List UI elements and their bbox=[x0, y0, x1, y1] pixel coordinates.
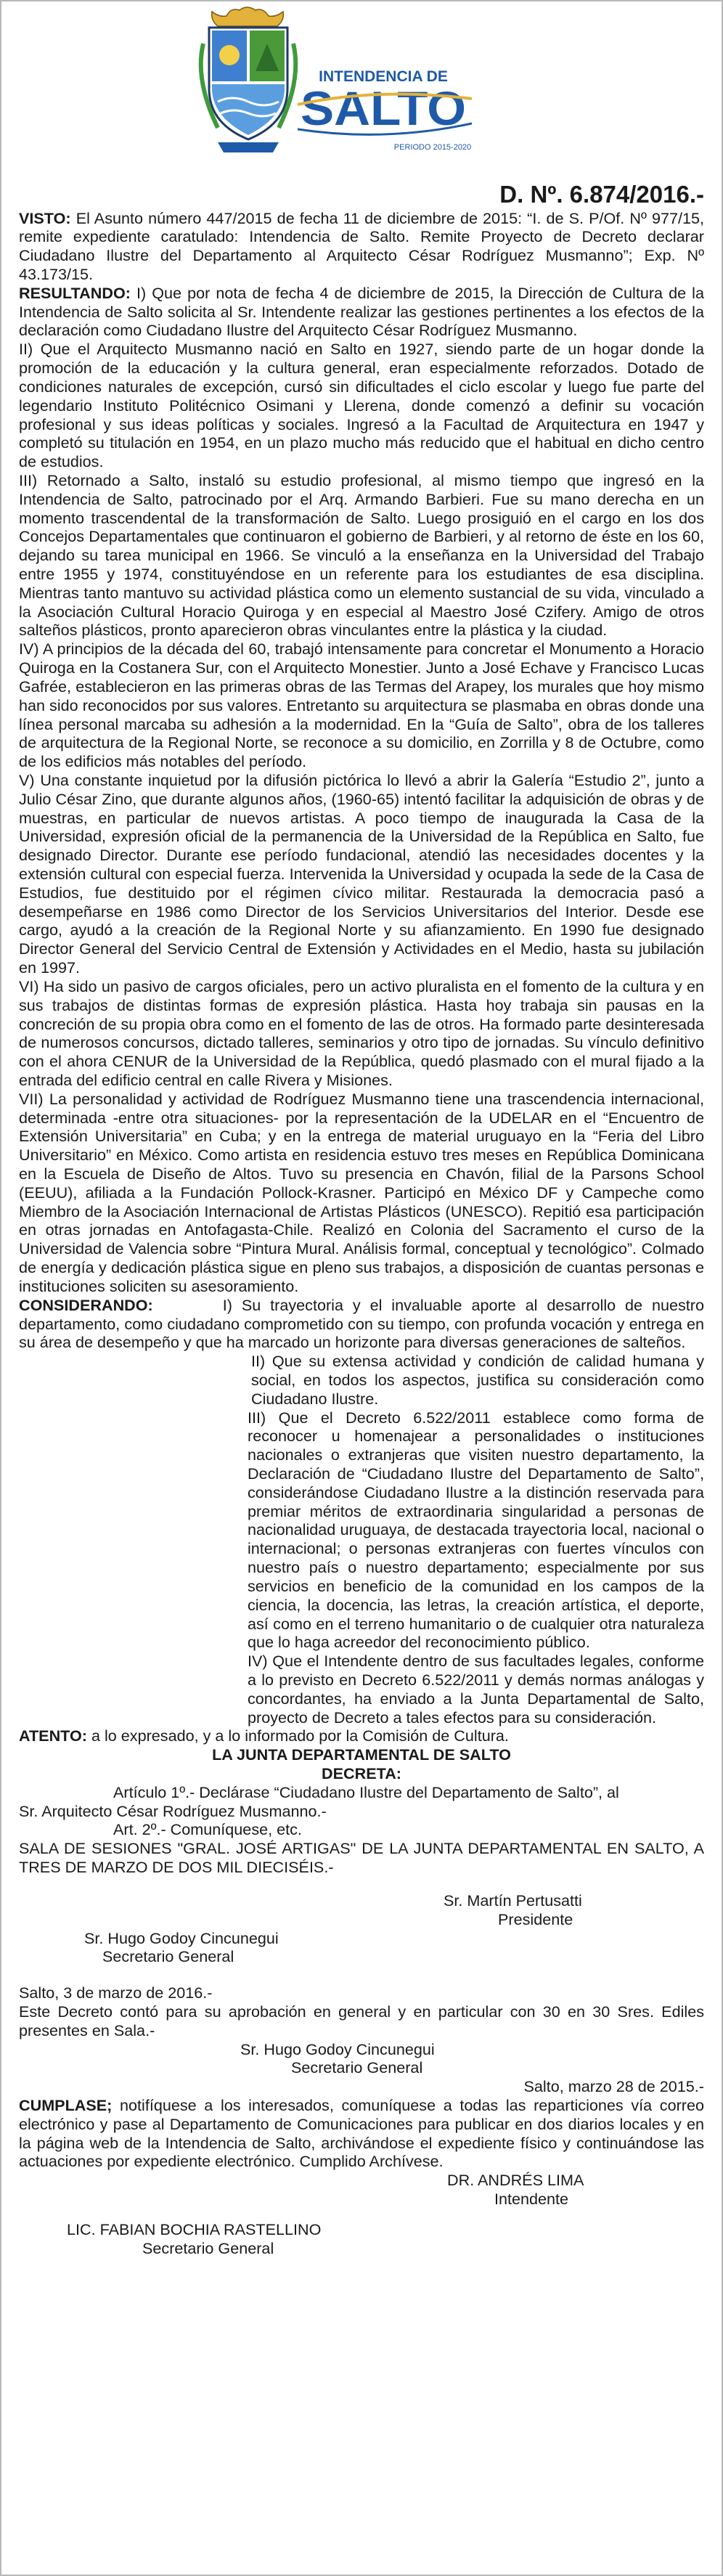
considerando-label: CONSIDERANDO: bbox=[19, 1295, 153, 1314]
article-2: Art. 2º.- Comuníquese, etc. bbox=[113, 1820, 302, 1839]
atento-text: a lo expresado, y a lo informado por la Comisión de Cultura. bbox=[86, 1727, 509, 1745]
brand-main: SALTO bbox=[301, 81, 466, 135]
decreta-title: DECRETA: bbox=[322, 1764, 401, 1783]
considerando-fourth: IV) Que el Intendente dentro de sus facultades legales, conforme a lo previsto en Decreto 6.522/2011 y demás normas análogas y concordantes, ha enviado a la Junta Departamental de Salto, proyecto de Decreto a tales efectos para su consideración. bbox=[248, 1652, 704, 1727]
signature-role: Secretario General bbox=[102, 1947, 234, 1966]
considerando-paragraph bbox=[19, 1296, 704, 1352]
article-1-first: Artículo 1º.- Declárase “Ciudadano Ilustre del Departamento de Salto”, al bbox=[113, 1782, 619, 1801]
signature-name: LIC. FABIAN BOCHIA RASTELLINO bbox=[67, 2220, 322, 2238]
considerando-first: I) Su trayectoria y el invaluable aporte al desarrollo de nuestro departamento, como ciudadano comprometido con su tiempo, con profunda vocación y entrega en su área de desempeño y que ha marcado un horizonte para diversas generaciones de salteños. bbox=[19, 1295, 704, 1352]
sala-sesiones: SALA DE SESIONES "GRAL. JOSÉ ARTIGAS" DE LA JUNTA DEPARTAMENTAL EN SALTO, A TRES DE MARZO DE DOS MIL DIECISÉIS.- bbox=[19, 1839, 704, 1877]
atento-paragraph bbox=[19, 1727, 704, 1745]
intendencia-logo bbox=[0, 0, 723, 167]
atento-label: ATENTO: bbox=[19, 1727, 87, 1745]
salto-date: Salto, 3 de marzo de 2016.- bbox=[19, 1984, 213, 2002]
resultando-item: VII) La personalidad y actividad de Rodríguez Musmanno tiene una trascendencia internacional, determinada -entre otra situaciones- por la representación de la UDELAR en el “Encuentro de Extensión Universitaria” en Cuba; y en la entrega de material uruguayo en la “Feria del Libro Universitario” en México. Como artista en residencia estuvo tres meses en República Dominicana en la Escuela de Diseño de Altos. Tuvo su presencia en Chavón, filial de la Parsons School (EEUU), afiliada a la Fundación Pollock-Krasner. Participó en México DF y Campeche como Miembro de la Asociación Internacional de Artistas Plásticos (UNESCO). Repitió esa participación en otras jornadas en Antofagasta-Chile. Realizó en Colonia del Sacramento el curso de la Universidad de Valencia sobre “Pintura Mural. Análisis formal, conceptual y tecnológico”. Colmado de energía y dedicación plástica sigue en pleno sus trabajos, a disposición de cuantas personas e instituciones soliciten su asesoramiento. bbox=[19, 1089, 704, 1295]
coat-of-arms-icon bbox=[201, 7, 296, 152]
decree-document bbox=[19, 180, 704, 2561]
signature-role: Presidente bbox=[498, 1909, 573, 1928]
article-1-rest: Sr. Arquitecto César Rodríguez Musmanno.- bbox=[19, 1801, 327, 1820]
visto-paragraph bbox=[19, 209, 704, 284]
brand-top: INTENDENCIA DE bbox=[319, 68, 448, 85]
considerando-second: II) Que su extensa actividad y condición de calidad humana y social, en todos los aspectos, justifica su consideración como Ciudadano Ilustre. bbox=[251, 1352, 704, 1408]
resultando-item: IV) A principios de la década del 60, trabajó intensamente para concretar el Monumento a Horacio Quiroga en la Costanera Sur, con el Arquitecto Monestier. Junto a José Echave y Francisco Lucas Gafrée, establecieron en las primeras obras de las Termas del Arapey, los murales que hoy mismo han sido reconocidos por sus valores. Entretanto su arquitectura se plasmaba en obras donde una línea personal marcaba su adhesión a la modernidad. En la “Guía de Salto”, obra de los talleres de arquitectura de la Regional Norte, se reconoce a su domicilio, en Zorrilla y 8 de Octubre, como de los edificios más notables del período. bbox=[19, 640, 704, 771]
header bbox=[0, 0, 723, 167]
cumplase-label: CUMPLASE; bbox=[19, 2096, 113, 2115]
signature-name: Sr. Hugo Godoy Cincunegui bbox=[240, 2039, 435, 2058]
cumplase-text: notifíquese a los interesados, comuníquese a todas las reparticiones vía correo electrónico y pase al Departamento de Comunicaciones para publicar en dos diarios locales y en la página web de la Intendencia de Salto, archivándose el expediente físico y continuándose las actuaciones por expediente electrónico. Cumplido Archívese. bbox=[19, 2096, 704, 2171]
resultando-item: V) Una constante inquietud por la difusión pictórica lo llevó a abrir la Galería “Estudio 2”, junto a Julio César Zino, que durante algunos años, (1960-65) intentó facilitar la adquisición de obras y de muestras, en particular de nuevos artistas. A poco tiempo de inaugurada la Casa de la Universidad, expresión oficial de la permanencia de la Universidad de la República en Salto, fue designado Director. Durante ese período fundacional, atendió las necesidades docentes y la extensión cultural con especial fuerza. Intervenida la Universidad y ocupada la sede de la Casa de Estudios, fue destituido por el régimen cívico militar. Restaurada la democracia pasó a desempeñarse en 1986 como Director de los Servicios Universitarios del Interior. Desde ese cargo, ayudó a la creación de la Regional Norte y su afianzamiento. En 1990 fue designado Director General del Servicio Central de Extensión y Actividades en el Medio, hasta su jubilación en 1997. bbox=[19, 770, 704, 977]
article-1 bbox=[19, 1783, 704, 1821]
resultando-label: RESULTANDO: bbox=[19, 283, 131, 302]
considerando-third: III) Que el Decreto 6.522/2011 establece como forma de reconocer u homenajear a personalidades o instituciones nacionales o extranjeras que visiten nuestro departamento, la Declaración de “Ciudadano Ilustre del Departamento de Salto”, considerándose Ciudadano Ilustre a la distinción reservada para premiar méritos de extraordinaria singularidad a personas de nacionalidad uruguaya, de destacada trayectoria local, nacional o internacional; o personas extranjeras con fuertes vínculos con nuestro país o nuestro departamento; especialmente por sus servicios en beneficio de la comunidad en los campos de la ciencia, la docencia, las letras, la creación artística, el deporte, así como en el terreno humanitario o de cualquier otra naturaleza que lo haga acreedor del reconocimiento público. bbox=[248, 1408, 704, 1652]
cumplase-paragraph bbox=[19, 2096, 704, 2171]
resultando-first: I) Que por nota de fecha 4 de diciembre de 2015, la Dirección de Cultura de la Intendencia de Salto solicita al Sr. Intendente realizar las gestiones pertinentes a los efectos de la declaración como Ciudadano Ilustre del Arquitecto César Rodríguez Musmanno. bbox=[19, 283, 704, 340]
signature-role: Intendente bbox=[494, 2190, 569, 2209]
resultando-paragraph bbox=[19, 284, 704, 340]
signature-name: DR. ANDRÉS LIMA bbox=[447, 2171, 584, 2190]
visto-label: VISTO: bbox=[19, 208, 71, 227]
brand-period: PERIODO 2015-2020 bbox=[393, 143, 472, 152]
visto-text: El Asunto número 447/2015 de fecha 11 de diciembre de 2015: “I. de S. P/Of. Nº 977/15, remite expediente caratulado: Intendencia de Salto. Remite Proyecto de Decreto declarar Ciudadano Ilustre del Departamento al Arquitecto César Rodríguez Musmanno”; Exp. Nº 43.173/15. bbox=[19, 208, 704, 284]
signature-name: Sr. Hugo Godoy Cincunegui bbox=[84, 1928, 279, 1947]
signature-role: Secretario General bbox=[291, 2058, 423, 2077]
resultando-item: III) Retornado a Salto, instaló su estudio profesional, al mismo tiempo que ingresó en la Intendencia de Salto, patrocinado por el Arq. Armando Barbieri. Fue su mano derecha en un momento trascendental de la transformación de Salto. Luego prosiguió en el cargo en los dos Concejos Departamentales que continuaron el gobierno de Barbieri, y al retorno de éste en los 60, dejando su tarea municipal en 1966. Se vinculó a la enseñanza en la Universidad del Trabajo entre 1955 y 1974, constituyéndose en un referente para los estudiantes de esa disciplina. Mientras tanto mantuvo su actividad plástica como un elemento sustancial de su vida, vinculado a la Asociación Cultural Horacio Quiroga y en especial al Maestro José Czifery. Amigo de otros salteños plásticos, pronto aparecieron obras vinculantes entre la plástica y la ciudad. bbox=[19, 470, 704, 640]
signature-role: Secretario General bbox=[142, 2238, 274, 2257]
decree-number: D. Nº. 6.874/2016.- bbox=[499, 181, 704, 208]
resultando-item: VI) Ha sido un pasivo de cargos oficiales, pero un activo pluralista en el fomento de la cultura y en sus trabajos de distintas formas de expresión plástica. Hasta hoy trabaja sin pausas en la concreción de su propia obra como en el fomento de las de otros. Ha formado parte desinteresada de numerosos concursos, dictado talleres, seminarios y otro tipo de jornadas. Su vínculo definitivo con el ahora CENUR de la Universidad de la República, quedó plasmado con el mural fijado a la entrada del edificio central en calle Rivera y Misiones. bbox=[19, 977, 704, 1089]
signature-name: Sr. Martín Pertusatti bbox=[444, 1891, 582, 1909]
vote-text: Este Decreto contó para su aprobación en general y en particular con 30 en 30 Sres. Ediles presentes en Sala.- bbox=[19, 2002, 704, 2039]
resultando-item: II) Que el Arquitecto Musmanno nació en Salto en 1927, siendo parte de un hogar donde la promoción de la educación y la cultura general, eran especialmente reforzados. Dotado de condiciones naturales de excepción, cursó sin dificultades el ciclo escolar y luego fue parte del legendario Instituto Politécnico Osimani y Llerena, donde comenzó a definir su vocación profesional y sus ideas políticas y sociales. Ingresó a la Facultad de Arquitectura en 1947 y completó su titulación en 1954, en un plazo mucho más reducido que el habitual en dicho centro de estudios. bbox=[19, 340, 704, 471]
junta-title: LA JUNTA DEPARTAMENTAL DE SALTO bbox=[212, 1745, 511, 1764]
salto-date-2: Salto, marzo 28 de 2015.- bbox=[523, 2077, 704, 2096]
